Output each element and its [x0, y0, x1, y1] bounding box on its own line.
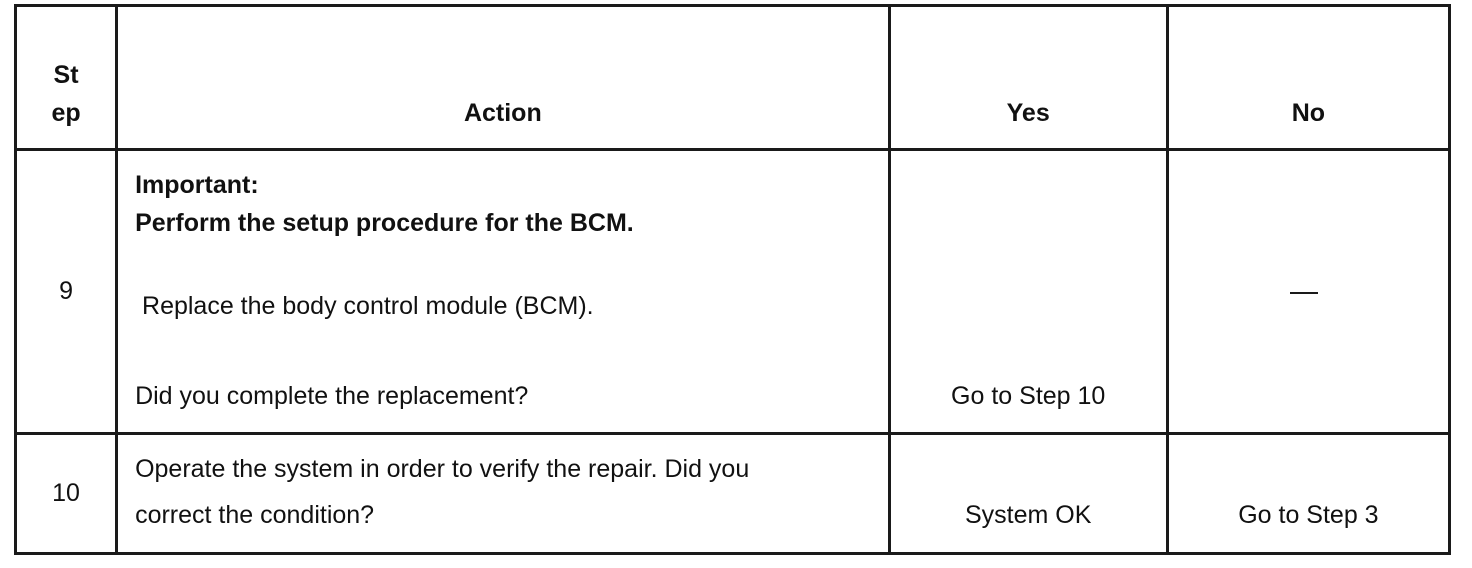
- diagnostic-table: [14, 4, 1451, 555]
- action-cell: [117, 150, 890, 434]
- table-header-row: [16, 6, 1450, 150]
- yes-cell: [889, 433, 1167, 553]
- step-header: [16, 6, 117, 150]
- no-cell: [1167, 150, 1449, 434]
- step-header-line1: St: [53, 61, 79, 90]
- table-row: [16, 433, 1450, 553]
- step-header-line2: ep: [51, 99, 81, 128]
- no-result: Go to Step 3: [1238, 500, 1379, 529]
- yes-result: System OK: [964, 500, 1092, 529]
- no-header: No: [1167, 6, 1449, 150]
- important-text: Perform the setup procedure for the BCM.: [135, 209, 634, 238]
- action-instruction: Replace the body control module (BCM).: [135, 292, 594, 321]
- action-question: Did you complete the replacement?: [135, 382, 529, 411]
- action-line-1: Operate the system in order to verify the repair. Did you: [135, 454, 750, 483]
- table-row: [16, 150, 1450, 434]
- yes-result: Go to Step 10: [951, 382, 1106, 411]
- yes-cell: [889, 150, 1167, 434]
- no-cell: [1167, 433, 1449, 553]
- step-number: 10: [16, 433, 117, 553]
- important-label: Important:: [135, 171, 259, 200]
- step-number: 9: [16, 150, 117, 434]
- yes-header: Yes: [889, 6, 1167, 150]
- action-line-2: correct the condition?: [135, 500, 375, 529]
- action-header: Action: [117, 6, 890, 150]
- no-result-dash: [1290, 292, 1318, 294]
- action-cell: [117, 433, 890, 553]
